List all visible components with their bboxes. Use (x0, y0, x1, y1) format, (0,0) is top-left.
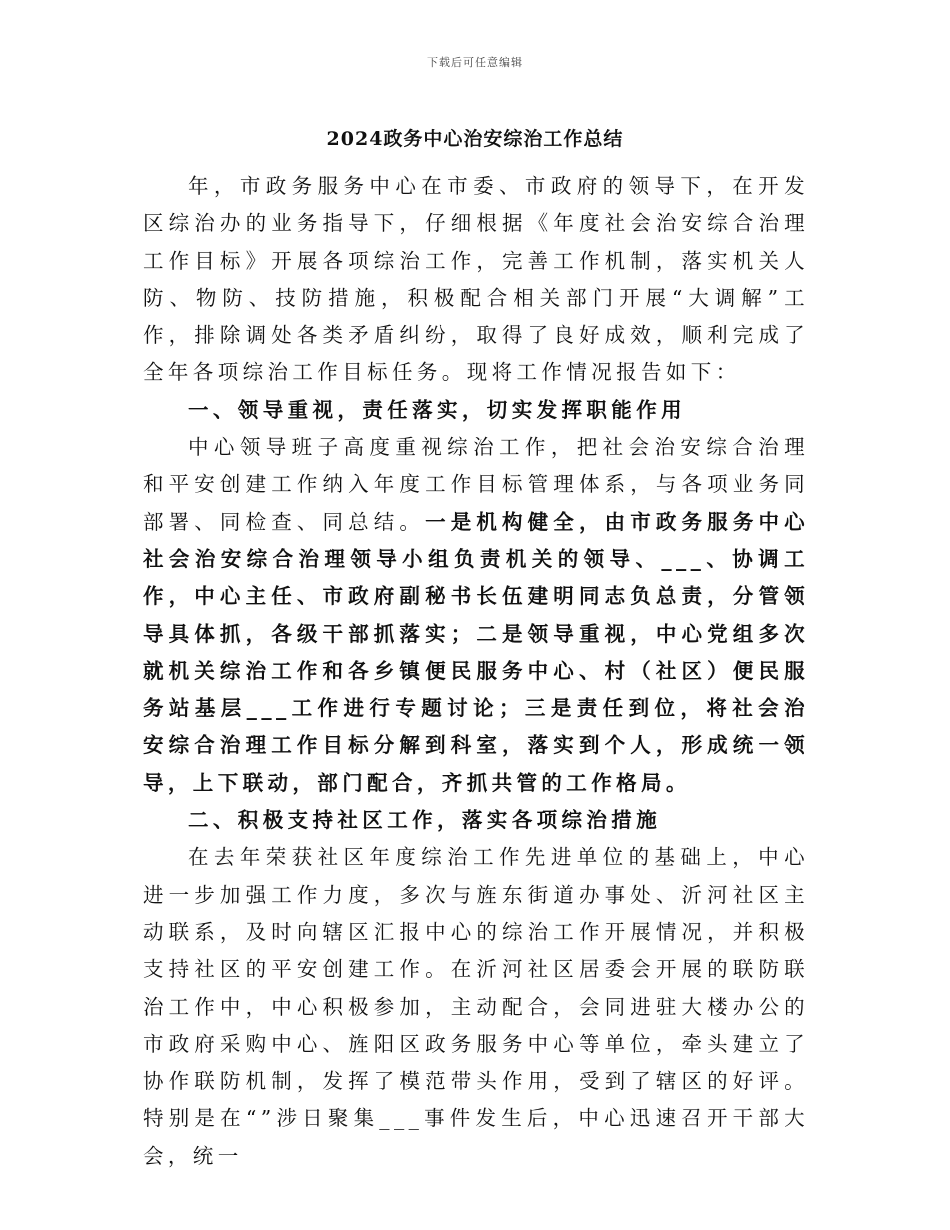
section-2-paragraph: 在去年荣获社区年度综治工作先进单位的基础上，中心进一步加强工作力度，多次与旌东街道办事处、沂河社区主动联系，及时向辖区汇报中心的综治工作开展情况，并积极支持社区的平安创建工作。在沂河社区居委会开展的联防联治工作中，中心积极参加，主动配合，会同进驻大楼办公的市政府采购中心、旌阳区政务服务中心等单位，牵头建立了协作联防机制，发挥了模范带头作用，受到了辖区的好评。特别是在“”涉日聚集___事件发生后，中心迅速召开干部大会，统一 (143, 845, 809, 1168)
section-1-text: 中心领导班子高度重视综治工作，把社会治安综合治理和平安创建工作纳入年度工作目标管理体系，与各项业务同部署、同检查、同总结。 (143, 435, 809, 534)
section-1-bold-text: 一是机构健全，由市政务服务中心社会治安综合治理领导小组负责机关的领导、___、协调工作，中心主任、市政府副秘书长伍建明同志负总责，分管领导具体抓，各级干部抓落实；二是领导重视，中心党组多次就机关综治工作和各乡镇便民服务中心、村（社区）便民服务站基层___工作进行专题讨论；三是责任到位，将社会治安综合治理工作目标分解到科室，落实到个人，形成统一领导，上下联动，部门配合，齐抓共管的工作格局。 (143, 509, 810, 795)
intro-paragraph: 年，市政务服务中心在市委、市政府的领导下，在开发区综治办的业务指导下，仔细根据《年度社会治安综合治理工作目标》开展各项综治工作，完善工作机制，落实机关人防、物防、技防措施，积极配合相关部门开展“大调解”工作，排除调处各类矛盾纠纷，取得了良好成效，顺利完成了全年各项综治工作目标任务。现将工作情况报告如下： (143, 174, 809, 385)
document-body (143, 168, 809, 1175)
header-note: 下载后可任意编辑 (427, 56, 523, 69)
section-1-paragraph (143, 429, 809, 802)
section-heading-2: 二、积极支持社区工作，落实各项综治措施 (188, 808, 662, 833)
document-title: 2024政务中心治安综治工作总结 (326, 128, 624, 150)
section-heading-1: 一、领导重视，责任落实，切实发挥职能作用 (188, 397, 686, 422)
